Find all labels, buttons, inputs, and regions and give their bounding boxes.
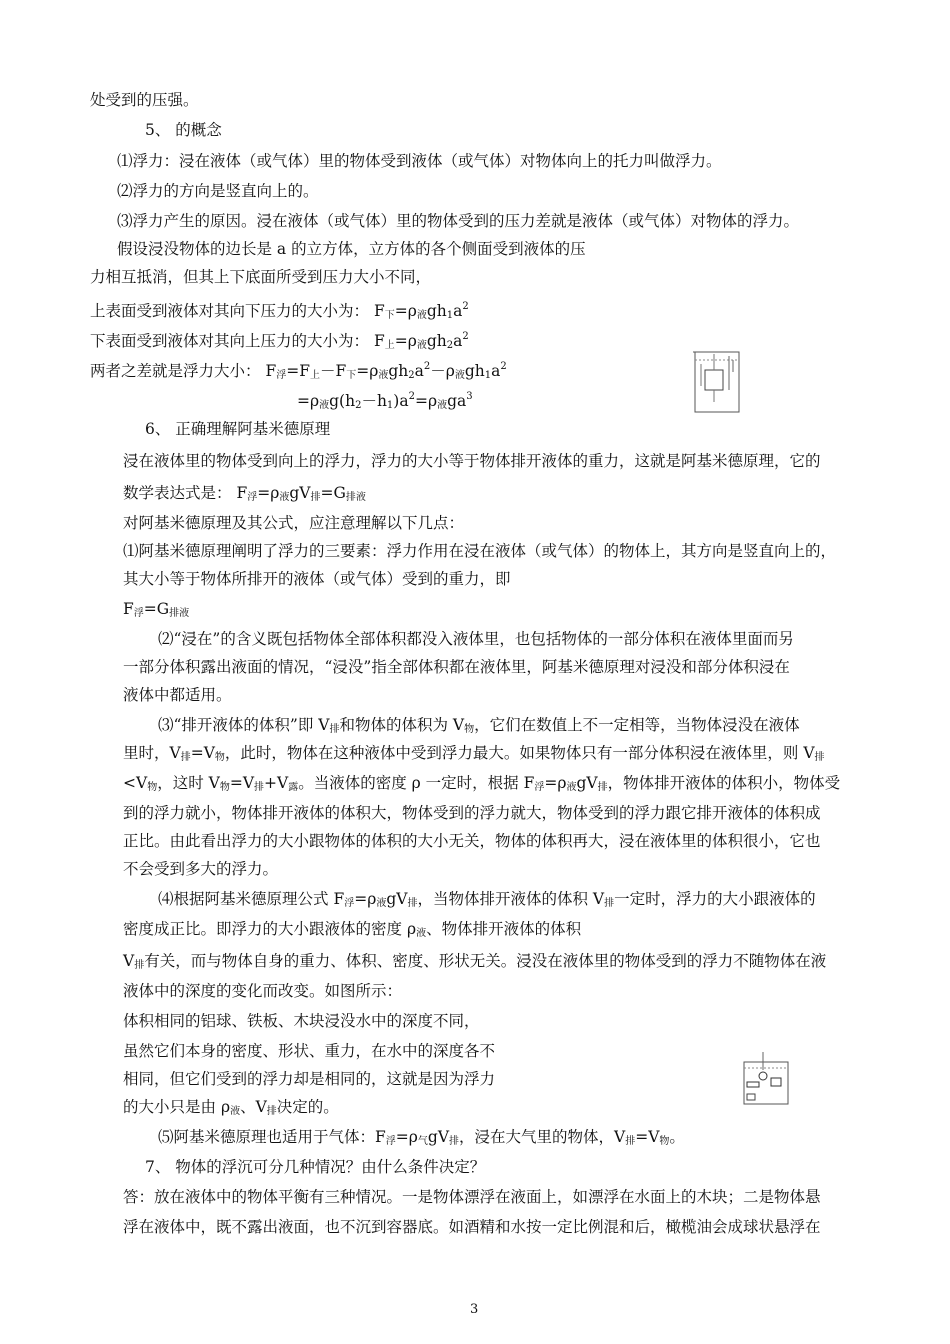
section-heading: 6、 正确理解阿基米德原理 xyxy=(145,420,331,438)
text-line: 不会受到多大的浮力。 xyxy=(123,860,279,878)
text-line: 液体中的深度的变化而改变。如图所示： xyxy=(123,982,403,1000)
formula-line: $F_浮=G_{排液}$ xyxy=(123,600,190,619)
text-line: 假设浸没物体的边长是 a 的立方体，立方体的各个侧面受到液体的压 xyxy=(117,240,586,258)
section-heading: 5、 的概念 xyxy=(145,121,222,139)
text-line: ⑶浮力产生的原因。浸在液体（或气体）里的物体受到的压力差就是液体（或气体）对物体的浮力。 xyxy=(117,212,800,230)
text-line: ⑸阿基米德原理也适用于气体：$F_浮=\rho_气gV_排$，浸在大气里的物体，$V_排=V_物$。 xyxy=(158,1128,685,1147)
text-line: 答：放在液体中的物体平衡有三种情况。一是物体漂浮在液面上，如漂浮在水面上的木块；二是物体悬 xyxy=(123,1188,821,1206)
text-line: 到的浮力就小，物体排开液体的体积大，物体受到的浮力就大，物体受到的浮力跟它排开液体的体积成 xyxy=(123,804,821,822)
text-line: 密度成正比。即浮力的大小跟液体的密度 $\rho_液$、物体排开液体的体积 xyxy=(123,920,582,939)
formula-line: $=\rho_液g(h_2-h_1)a^2=\rho_液ga^3$ xyxy=(297,391,473,411)
text-line: $<V_物$，这时 $V_物=V_排+V_露$。当液体的密度 ρ 一定时，根据 $F_浮=\rho_液gV_排$，物体排开液体的体积小，物体受 xyxy=(123,774,841,793)
text-line: ⑴浮力：浸在液体（或气体）里的物体受到液体（或气体）对物体向上的托力叫做浮力。 xyxy=(117,152,722,170)
text-line: 体积相同的铝球、铁板、木块浸没水中的深度不同， xyxy=(123,1012,480,1030)
cube-in-liquid-figure xyxy=(693,346,745,416)
text-line: 处受到的压强。 xyxy=(90,91,199,109)
text-line: 其大小等于物体所排开的液体（或气体）受到的重力，即 xyxy=(123,570,511,588)
text-line: ⑶“排开液体的体积”即 $V_排$和物体的体积为 $V_物$，它们在数值上不一定相等，当物体浸没在液体 xyxy=(158,716,800,735)
text-line: ⑷根据阿基米德原理公式 $F_浮=\rho_液gV_排$，当物体排开液体的体积 $V_排$一定时，浮力的大小跟液体的 xyxy=(158,890,816,909)
text-line: 虽然它们本身的密度、形状、重力，在水中的深度各不 xyxy=(123,1042,496,1060)
text-line: 浮在液体中，既不露出液面，也不沉到容器底。如酒精和水按一定比例混和后，橄榄油会成球状悬浮在 xyxy=(123,1218,821,1236)
formula-line: 两者之差就是浮力大小： $F_浮=F_上-F_下=\rho_液gh_2a^2-\rho_液gh_1a^2$ xyxy=(90,361,507,381)
text-line: 对阿基米德原理及其公式，应注意理解以下几点： xyxy=(123,514,465,532)
formula-line: 下表面受到液体对其向上压力的大小为： $F_上=\rho_液gh_2a^2$ xyxy=(90,331,469,351)
text-line: 相同，但它们受到的浮力却是相同的，这就是因为浮力 xyxy=(123,1070,496,1088)
formula-line: 数学表达式是： $F_浮=\rho_液gV_排=G_{排液}$ xyxy=(123,484,366,503)
text-line: 一部分体积露出液面的情况，“浸没”指全部体积都在液体里，阿基米德原理对浸没和部分体积浸在 xyxy=(123,658,790,676)
text-line: 浸在液体里的物体受到向上的浮力，浮力的大小等于物体排开液体的重力，这就是阿基米德原理，它的 xyxy=(123,452,821,470)
text-line: $V_排$有关，而与物体自身的重力、体积、密度、形状无关。浸没在液体里的物体受到的浮力不随物体在液 xyxy=(123,952,827,971)
text-line: 正比。由此看出浮力的大小跟物体的体积的大小无关，物体的体积再大，浸在液体里的体积很小，它也 xyxy=(123,832,821,850)
three-objects-figure xyxy=(741,1052,793,1106)
text-line: 里时，$V_排=V_物$，此时，物体在这种液体中受到浮力最大。如果物体只有一部分体积浸在液体里，则 $V_排$ xyxy=(123,744,825,763)
text-line: 液体中都适用。 xyxy=(123,686,232,704)
text-line: ⑵“浸在”的含义既包括物体全部体积都没入液体里，也包括物体的一部分体积在液体里面而另 xyxy=(158,630,794,648)
text-line: ⑵浮力的方向是竖直向上的。 xyxy=(117,182,319,200)
text-line: 的大小只是由 $\rho_液$、$V_排$决定的。 xyxy=(123,1098,339,1117)
page-number: 3 xyxy=(470,1302,479,1317)
text-line: ⑴阿基米德原理阐明了浮力的三要素：浮力作用在浸在液体（或气体）的物体上，其方向是竖直向上的， xyxy=(123,542,837,560)
section-heading: 7、 物体的浮沉可分几种情况？由什么条件决定？ xyxy=(145,1158,486,1176)
text-line: 力相互抵消，但其上下底面所受到压力大小不同， xyxy=(90,268,432,286)
formula-line: 上表面受到液体对其向下压力的大小为： $F_下=\rho_液gh_1a^2$ xyxy=(90,301,469,321)
